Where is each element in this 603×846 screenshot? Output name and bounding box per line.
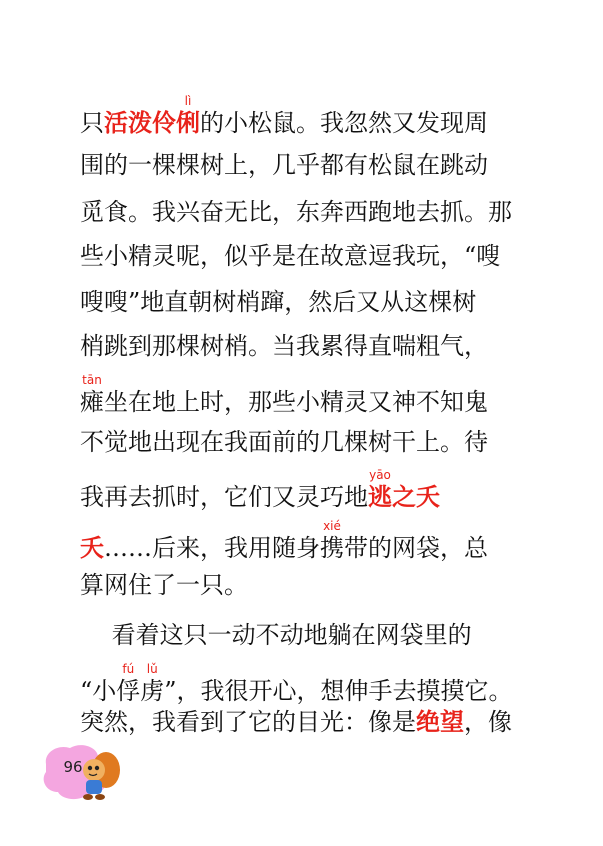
text-line — [0, 150, 603, 180]
emphasized-phrase: 之夭 — [392, 482, 440, 511]
text-line — [0, 663, 603, 706]
text-line — [0, 241, 603, 271]
emphasized-phrase: 绝望 — [416, 707, 464, 736]
text-segment: 梢跳到那棵树梢。当我累得直喘粗气， — [80, 332, 488, 360]
hanzi-character: 逃 — [368, 482, 392, 511]
emphasized-phrase: 活泼伶 — [104, 108, 176, 137]
text-segment: 觅食。我兴奋无比，东奔西跑地去抓。那 — [80, 198, 512, 226]
text-segment: 不觉地出现在我面前的几棵树干上。待 — [80, 428, 488, 456]
annotated-character — [140, 663, 164, 706]
text-line — [0, 287, 603, 317]
text-segment: 些小精灵呢，似乎是在故意逗我玩，“嗖 — [80, 242, 501, 270]
hanzi-character: 俐 — [176, 108, 200, 137]
text-segment: 围的一棵棵树上，几乎都有松鼠在跳动 — [80, 151, 488, 179]
text-line — [0, 520, 603, 563]
hanzi-character: 瘫 — [80, 388, 104, 416]
text-line — [0, 427, 603, 457]
annotated-character — [116, 663, 140, 706]
annotated-character — [80, 374, 104, 417]
text-segment: 带的网袋，总 — [344, 534, 488, 562]
text-line — [0, 331, 603, 361]
text-segment: 我再去抓时，它们又灵巧地 — [80, 483, 368, 511]
annotated-character — [176, 95, 200, 138]
text-segment: 看着这只一动不动地躺在网袋里的 — [80, 621, 472, 649]
text-segment: 突然，我看到了它的目光：像是 — [80, 708, 416, 736]
pinyin-annotation: yāo — [369, 468, 391, 482]
text-line — [0, 620, 603, 650]
pinyin-annotation: fú — [122, 662, 135, 676]
text-segment: 坐在地上时，那些小精灵又神不知鬼 — [104, 388, 488, 416]
page-number: 96 — [63, 758, 83, 776]
text-segment: “小 — [80, 677, 117, 705]
text-line — [0, 707, 603, 737]
text-line — [0, 95, 603, 138]
pinyin-annotation: lì — [184, 94, 192, 108]
text-segment: ”，我很开心，想伸手去摸摸它。 — [164, 677, 513, 705]
text-segment: 嗖嗖”地直朝树梢蹿，然后又从这棵树 — [80, 288, 477, 316]
pinyin-annotation: lǔ — [146, 662, 158, 676]
text-segment: 的小松鼠。我忽然又发现周 — [200, 109, 488, 137]
hanzi-character: 虏 — [140, 677, 165, 705]
emphasized-phrase: 夭 — [80, 533, 104, 562]
hanzi-character: 携 — [320, 534, 344, 562]
text-line — [0, 570, 603, 600]
text-segment: ……后来，我用随身 — [104, 534, 320, 562]
text-segment: 算网住了一只。 — [80, 571, 248, 599]
text-segment: 只 — [80, 109, 104, 137]
hanzi-character: 俘 — [116, 677, 141, 705]
text-line — [0, 469, 603, 512]
text-line — [0, 374, 603, 417]
annotated-character — [368, 469, 392, 512]
pinyin-annotation: xié — [323, 519, 341, 533]
text-segment: ，像 — [464, 708, 512, 736]
annotated-character — [320, 520, 344, 563]
pinyin-annotation: tān — [82, 373, 102, 387]
text-line — [0, 197, 603, 227]
